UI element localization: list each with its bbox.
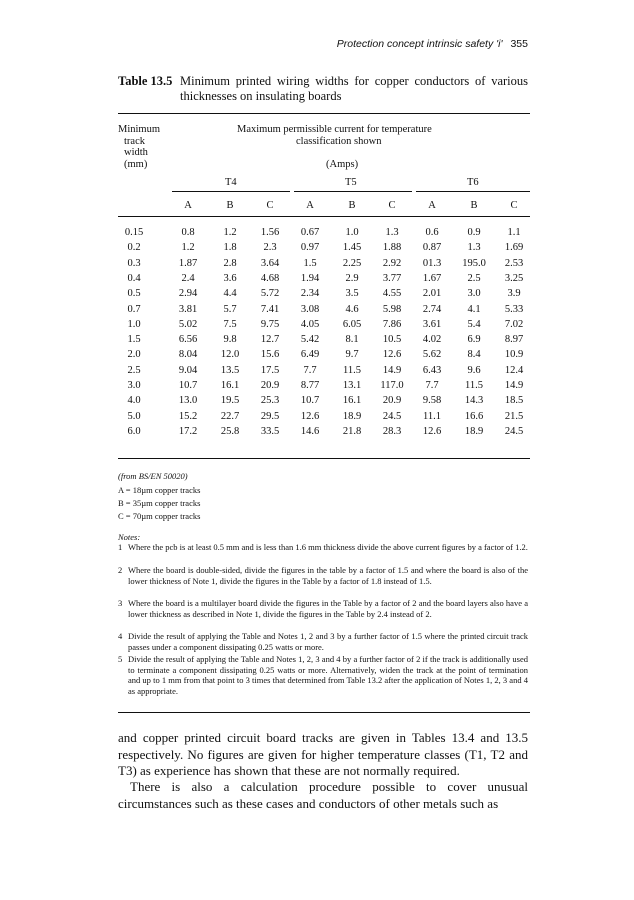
note-2 [118, 565, 528, 586]
current-cell: 3.0 [467, 288, 481, 300]
table-header-rule [118, 216, 530, 217]
note-number: 5 [118, 654, 123, 664]
current-cell: 7.5 [223, 318, 237, 330]
current-cell: 2.5 [467, 272, 481, 284]
current-cell: 2.25 [342, 257, 362, 269]
current-cell: 6.49 [300, 349, 320, 361]
current-cell: 5.33 [504, 303, 524, 315]
current-cell: 01.3 [422, 257, 442, 269]
current-cell: 9.75 [260, 318, 280, 330]
current-cell: 1.88 [382, 242, 402, 254]
source-line [118, 471, 188, 482]
legend-c: C = 70µm copper tracks [118, 511, 201, 521]
legend-a: A = 18µm copper tracks [118, 485, 201, 495]
current-cell: 2.4 [181, 272, 195, 284]
current-cell: 10.9 [504, 349, 524, 361]
current-cell: 1.1 [507, 227, 521, 238]
current-cell: 5.42 [300, 334, 320, 346]
current-cell: 6.56 [178, 334, 198, 346]
current-cell: 9.04 [178, 364, 198, 376]
current-cell: 18.9 [464, 425, 484, 437]
current-cell: 1.0 [345, 227, 359, 238]
current-cell: 14.6 [300, 425, 320, 437]
current-cell: 29.5 [260, 410, 280, 422]
current-cell: 1.69 [504, 242, 524, 254]
current-cell: 12.6 [300, 410, 320, 422]
current-cell: 9.58 [422, 395, 442, 407]
current-cell: 3.61 [422, 318, 442, 330]
current-cell: 3.5 [345, 288, 359, 300]
current-cell: 20.9 [382, 395, 402, 407]
current-cell: 13.1 [342, 380, 362, 391]
current-cell: 18.9 [342, 410, 362, 422]
current-cell: 1.3 [385, 227, 399, 238]
current-cell: 8.4 [467, 349, 481, 361]
current-cell: 5.62 [422, 349, 442, 361]
track-width-cell: 0.3 [127, 257, 141, 269]
note-1 [118, 542, 528, 553]
current-cell: 3.9 [507, 288, 521, 300]
current-cell: 2.34 [300, 288, 320, 300]
current-cell: 0.67 [300, 227, 320, 238]
track-width-cell: 4.0 [127, 395, 141, 407]
current-cell: 4.02 [422, 334, 442, 346]
current-cell: 3.77 [382, 272, 402, 284]
current-cell: 3.25 [504, 272, 524, 284]
note-5 [118, 654, 528, 696]
track-width-cell: 2.0 [127, 349, 141, 361]
current-cell: 2.53 [504, 257, 524, 269]
track-width-cell: 5.0 [127, 410, 141, 422]
track-width-cell: 0.7 [127, 303, 141, 315]
notes-title: Notes: [118, 532, 141, 542]
current-cell: 4.4 [223, 288, 237, 300]
current-cell: 0.6 [425, 227, 439, 238]
source-text: (from BS/EN 50020) [118, 471, 188, 481]
unit-amps: (Amps) [326, 158, 359, 170]
current-cell: 28.3 [382, 425, 402, 437]
group-rule-t5 [294, 191, 412, 192]
track-width-cell: 2.5 [127, 364, 141, 376]
current-cell: 9.8 [223, 334, 237, 346]
subcol-header: B [226, 200, 234, 211]
current-cell: 12.7 [260, 334, 280, 346]
current-cell: 1.5 [303, 257, 317, 269]
current-cell: 5.4 [467, 318, 481, 330]
current-cell: 117.0 [380, 380, 404, 391]
current-cell: 21.5 [504, 410, 524, 422]
note-text: Divide the result of applying the Table and Notes 1, 2, 3 and 4 by a further factor of 2 if the track is additionally used to terminate a component dissipating 0.25 watts or more. Alternatively, widen the track at the point of termination and up to 1 mm from that point to 3 times that determined from Table 13.2 after the application of Notes 1, 2, 3 and 4 as appropriate. [128, 654, 528, 696]
track-width-cell: 0.15 [124, 227, 144, 238]
subcol-header: B [470, 200, 478, 211]
current-cell: 0.8 [181, 227, 195, 238]
current-cell: 1.67 [422, 272, 442, 284]
table-caption-text: Minimum printed wiring widths for copper conductors of various thicknesses on insulating boards [180, 74, 528, 103]
table-bottom-rule [118, 458, 530, 459]
current-cell: 2.8 [223, 257, 237, 269]
table-label: Table 13.5 [118, 74, 173, 88]
group-t5: T5 [345, 177, 357, 188]
note-text: Where the board is a multilayer board divide the figures in the Table by a factor of 2 and the board layers also have a lower thickness as described in Note 1, divide the figures in the Table by 2.4 instead of 2. [128, 598, 528, 619]
current-cell: 0.9 [467, 227, 481, 238]
table-top-rule [118, 113, 530, 114]
current-cell: 6.43 [422, 364, 442, 376]
current-cell: 5.02 [178, 318, 198, 330]
current-cell: 11.5 [343, 364, 361, 376]
current-cell: 25.3 [260, 395, 280, 407]
note-number: 3 [118, 598, 123, 608]
current-cell: 9.7 [345, 349, 359, 361]
track-width-cell: 1.0 [127, 318, 141, 330]
note-text: Where the board is double-sided, divide the figures in the table by a factor of 1.5 and where the board is also of the lower thickness of Note 1, divide the figures in the Table by a factor of 1.8 instead of 1.5. [128, 565, 528, 586]
current-cell: 1.8 [223, 242, 237, 254]
note-number: 4 [118, 631, 123, 641]
track-width-cell: 0.5 [127, 288, 141, 300]
current-cell: 1.56 [260, 227, 280, 238]
current-cell: 5.98 [382, 303, 402, 315]
subcol-header: C [266, 200, 274, 211]
current-cell: 24.5 [382, 410, 402, 422]
current-cell: 10.5 [382, 334, 402, 346]
current-cell: 1.2 [223, 227, 237, 238]
note-3 [118, 598, 528, 619]
current-cell: 3.6 [223, 272, 237, 284]
running-head-title: Protection concept intrinsic safety 'i' [336, 38, 503, 50]
current-cell: 11.5 [465, 380, 483, 391]
current-cell: 2.74 [422, 303, 442, 315]
current-cell: 8.77 [300, 380, 320, 391]
note-text: Where the pcb is at least 0.5 mm and is less than 1.6 mm thickness divide the above current figures by a factor of 1.2. [128, 542, 528, 552]
note-4 [118, 631, 528, 652]
current-cell: 13.0 [178, 395, 198, 407]
subcol-header: A [184, 200, 192, 211]
current-cell: 5.72 [260, 288, 280, 300]
current-cell: 16.1 [220, 380, 240, 391]
note-number: 2 [118, 565, 123, 575]
legend-b: B = 35µm copper tracks [118, 498, 201, 508]
current-cell: 7.86 [382, 318, 402, 330]
current-cell: 8.97 [504, 334, 524, 346]
current-cell: 7.7 [425, 380, 439, 391]
current-cell: 3.81 [178, 303, 198, 315]
current-cell: 1.94 [300, 272, 320, 284]
current-cell: 14.9 [504, 380, 524, 391]
current-cell: 11.1 [423, 410, 441, 422]
current-cell: 4.68 [260, 272, 280, 284]
current-cell: 19.5 [220, 395, 240, 407]
current-cell: 25.8 [220, 425, 240, 437]
body-paragraph-1: and copper printed circuit board tracks are given in Tables 13.4 and 13.5 respectively. No figures are given for higher temperature classes (T1, T2 and T3) as experience has shown that these are not normally required. [118, 730, 528, 778]
subcol-header: A [306, 200, 314, 211]
current-cell: 15.2 [178, 410, 198, 422]
current-cell: 1.87 [178, 257, 198, 269]
current-cell: 2.9 [345, 272, 359, 284]
current-cell: 3.08 [300, 303, 320, 315]
current-cell: 4.05 [300, 318, 320, 330]
track-width-cell: 0.4 [127, 272, 141, 284]
current-cell: 14.9 [382, 364, 402, 376]
current-cell: 9.6 [467, 364, 481, 376]
track-width-cell: 3.0 [127, 380, 141, 391]
current-cell: 17.5 [260, 364, 280, 376]
track-width-cell: 1.5 [127, 334, 141, 346]
col-head-main-line1: Maximum permissible current for temperature [237, 124, 432, 135]
col-head-main-line2: classification shown [296, 135, 382, 147]
current-cell: 195.0 [462, 257, 486, 269]
subcol-header: C [388, 200, 396, 211]
col-head-minimum: Minimum [118, 124, 161, 135]
current-cell: 33.5 [260, 425, 280, 437]
current-cell: 12.6 [382, 349, 402, 361]
notes-bottom-rule [118, 712, 530, 713]
current-cell: 1.2 [181, 242, 195, 254]
page-number: 355 [510, 38, 528, 50]
current-cell: 2.94 [178, 288, 198, 300]
current-cell: 22.7 [220, 410, 240, 422]
current-cell: 20.9 [260, 380, 280, 391]
current-cell: 14.3 [464, 395, 484, 407]
current-cell: 7.02 [504, 318, 524, 330]
current-cell: 12.0 [220, 349, 240, 361]
current-cell: 0.87 [422, 242, 442, 254]
col-head-mm: (mm) [124, 158, 148, 170]
current-cell: 16.6 [464, 410, 484, 422]
current-cell: 8.04 [178, 349, 198, 361]
current-cell: 2.3 [263, 242, 277, 254]
current-cell: 10.7 [178, 380, 198, 391]
current-cell: 7.41 [260, 303, 280, 315]
current-cell: 6.9 [467, 334, 481, 346]
current-cell: 4.6 [345, 303, 359, 315]
group-t4: T4 [225, 177, 237, 188]
table-caption [118, 74, 528, 104]
running-head [337, 38, 528, 50]
current-cell: 2.01 [422, 288, 442, 300]
current-cell: 4.1 [467, 303, 481, 315]
group-rule-t4 [172, 191, 290, 192]
current-cell: 3.64 [260, 257, 280, 269]
col-head-width: width [124, 147, 148, 158]
current-cell: 1.3 [467, 242, 481, 254]
current-cell: 18.5 [504, 395, 524, 407]
current-cell: 12.6 [422, 425, 442, 437]
current-cell: 13.5 [220, 364, 240, 376]
current-cell: 15.6 [260, 349, 280, 361]
current-cell: 7.7 [303, 364, 317, 376]
current-cell: 24.5 [504, 425, 524, 437]
current-cell: 1.45 [342, 242, 362, 254]
track-width-cell: 0.2 [127, 242, 141, 254]
current-cell: 10.7 [300, 395, 320, 407]
group-t6: T6 [467, 177, 479, 188]
subcol-header: B [348, 200, 356, 211]
current-cell: 8.1 [345, 334, 359, 346]
subcol-header: C [510, 200, 518, 211]
current-cell: 5.7 [223, 303, 237, 315]
note-number: 1 [118, 542, 123, 552]
col-head-track: track [124, 135, 145, 147]
body-paragraph-2: There is also a calculation procedure possible to cover unusual circumstances such as these cases and conductors of other metals such as [118, 779, 528, 811]
current-cell: 0.97 [300, 242, 320, 254]
current-cell: 2.92 [382, 257, 402, 269]
subcol-header: A [428, 200, 436, 211]
current-cell: 17.2 [178, 425, 198, 437]
current-cell: 12.4 [504, 364, 524, 376]
current-cell: 6.05 [342, 318, 362, 330]
track-width-cell: 6.0 [127, 425, 141, 437]
current-cell: 4.55 [382, 288, 402, 300]
current-cell: 16.1 [342, 395, 362, 407]
group-rule-t6 [416, 191, 530, 192]
current-cell: 21.8 [342, 425, 362, 437]
note-text: Divide the result of applying the Table and Notes 1, 2 and 3 by a further factor of 1.5 where the printed circuit track passes under a component dissipating 0.25 watts or more. [128, 631, 528, 652]
